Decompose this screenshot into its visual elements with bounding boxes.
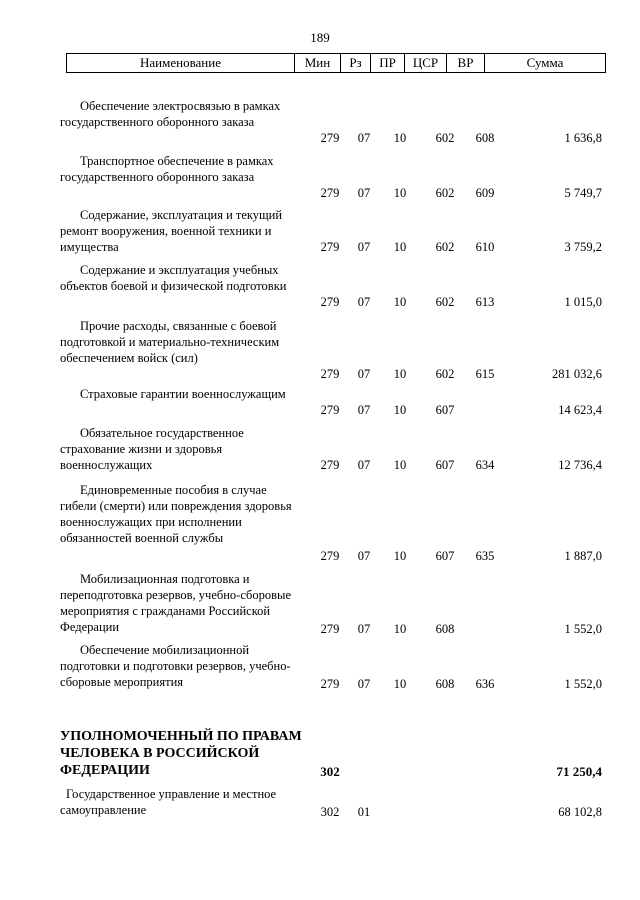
row-rz: 07 <box>357 622 371 636</box>
section-title: УПОЛНОМОЧЕННЫЙ ПО ПРАВАМ ЧЕЛОВЕКА В РОССИЙСКОЙ ФЕДЕРАЦИИ <box>60 729 302 778</box>
table-row-section <box>0 728 640 780</box>
table-row <box>0 153 640 201</box>
table-row <box>0 98 640 146</box>
row-rz: 07 <box>357 458 371 472</box>
row-min: 279 <box>320 367 340 381</box>
row-rz: 07 <box>357 403 371 417</box>
row-rz: 07 <box>357 367 371 381</box>
row-pr: 10 <box>393 131 407 145</box>
row-rz: 07 <box>357 295 371 309</box>
table-row <box>0 262 640 310</box>
table-row <box>0 642 640 692</box>
row-vr: 636 <box>475 677 495 691</box>
row-csr: 607 <box>435 458 455 472</box>
row-vr: 610 <box>475 240 495 254</box>
row-min: 279 <box>320 240 340 254</box>
row-min: 302 <box>320 764 340 779</box>
header-name: Наименование <box>67 54 295 72</box>
row-name: Обеспечение мобилизационной подготовки и подготовки резервов, учебно-сборовые мероприятия <box>60 643 291 689</box>
row-csr: 608 <box>435 677 455 691</box>
row-csr: 602 <box>435 295 455 309</box>
table-row <box>0 207 640 255</box>
row-name: Государственное управление и местное самоуправление <box>60 787 277 817</box>
row-pr: 10 <box>393 240 407 254</box>
row-pr: 10 <box>393 367 407 381</box>
row-min: 279 <box>320 549 340 563</box>
table-row <box>0 786 640 820</box>
row-sum: 5 749,7 <box>564 186 602 200</box>
table-row <box>0 425 640 473</box>
row-pr: 10 <box>393 549 407 563</box>
table-row <box>0 318 640 382</box>
row-sum: 1 552,0 <box>564 622 602 636</box>
row-csr: 608 <box>435 622 455 636</box>
row-name: Содержание, эксплуатация и текущий ремонт вооружения, военной техники и имущества <box>60 208 283 254</box>
row-name: Единовременные пособия в случае гибели (смерти) или повреждения здоровья военнослужащих при исполнении обязанностей военной службы <box>60 483 292 545</box>
row-pr: 10 <box>393 677 407 691</box>
row-pr: 10 <box>393 186 407 200</box>
row-sum: 1 015,0 <box>564 295 602 309</box>
row-min: 279 <box>320 403 340 417</box>
row-csr: 607 <box>435 549 455 563</box>
row-rz: 07 <box>357 240 371 254</box>
row-rz: 07 <box>357 186 371 200</box>
row-min: 302 <box>320 805 340 819</box>
row-min: 279 <box>320 677 340 691</box>
row-vr: 609 <box>475 186 495 200</box>
header-min: Мин <box>295 54 341 72</box>
table-header <box>66 53 606 73</box>
row-vr: 635 <box>475 549 495 563</box>
row-vr: 634 <box>475 458 495 472</box>
row-min: 279 <box>320 295 340 309</box>
row-csr: 602 <box>435 367 455 381</box>
row-sum: 1 552,0 <box>564 677 602 691</box>
row-csr: 602 <box>435 131 455 145</box>
row-sum: 68 102,8 <box>558 805 602 819</box>
row-vr: 608 <box>475 131 495 145</box>
row-name: Транспортное обеспечение в рамках государственного оборонного заказа <box>60 154 274 184</box>
row-min: 279 <box>320 622 340 636</box>
row-rz: 07 <box>357 677 371 691</box>
row-name: Содержание и эксплуатация учебных объектов боевой и физической подготовки <box>60 263 287 293</box>
row-name: Мобилизационная подготовка и переподготовка резервов, учебно-сборовые мероприятия с гражданами Российской Федерации <box>60 572 291 634</box>
row-rz: 07 <box>357 131 371 145</box>
row-name: Обязательное государственное страхование жизни и здоровья военнослужащих <box>60 426 244 472</box>
header-sum: Сумма <box>526 55 564 70</box>
row-csr: 602 <box>435 240 455 254</box>
page-number: 189 <box>310 30 330 45</box>
header-pr: ПР <box>371 54 405 72</box>
row-min: 279 <box>320 186 340 200</box>
row-rz: 01 <box>357 805 371 819</box>
row-pr: 10 <box>393 295 407 309</box>
row-pr: 10 <box>393 403 407 417</box>
row-csr: 607 <box>435 403 455 417</box>
row-vr: 613 <box>475 295 495 309</box>
row-sum: 1 887,0 <box>564 549 602 563</box>
row-sum: 14 623,4 <box>558 403 602 417</box>
row-sum: 12 736,4 <box>558 458 602 472</box>
row-sum: 281 032,6 <box>552 367 602 381</box>
table-row <box>0 571 640 637</box>
table-row <box>0 482 640 564</box>
table-row <box>0 386 640 418</box>
row-sum: 3 759,2 <box>564 240 602 254</box>
row-csr: 602 <box>435 186 455 200</box>
row-min: 279 <box>320 458 340 472</box>
row-sum: 71 250,4 <box>556 764 602 779</box>
row-name: Страховые гарантии военнослужащим <box>80 387 286 401</box>
row-pr: 10 <box>393 458 407 472</box>
row-pr: 10 <box>393 622 407 636</box>
header-rz: Рз <box>341 54 371 72</box>
row-vr: 615 <box>475 367 495 381</box>
header-vr: ВР <box>447 54 485 72</box>
row-sum: 1 636,8 <box>564 131 602 145</box>
header-csr: ЦСР <box>405 54 447 72</box>
row-name: Прочие расходы, связанные с боевой подготовкой и материально-техническим обеспечением войск (сил) <box>60 319 280 365</box>
row-name: Обеспечение электросвязью в рамках государственного оборонного заказа <box>60 99 281 129</box>
row-min: 279 <box>320 131 340 145</box>
row-rz: 07 <box>357 549 371 563</box>
